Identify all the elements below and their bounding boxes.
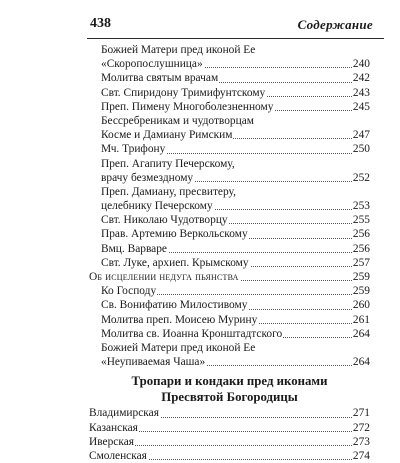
toc-entry-title: Об исцелении недуга пьянства [89,271,239,283]
toc-entry-title: Прав. Артемию Веркольскому [89,228,249,240]
toc-entry-page: 250 [352,143,370,156]
toc-entry-title: Свт. Николаю Чудотворцу [89,214,229,226]
toc-entry-title: врачу безмездному [89,172,194,184]
toc-entry [89,86,370,100]
toc-entry-title: Божией Матери пред иконой Ее [89,342,256,354]
toc-entry-title: Преп. Агапиту Печерскому, [89,158,236,170]
toc-entry-page: 243 [352,86,370,99]
toc-entry-page: 264 [352,327,370,340]
toc-entry-title: Св. Вонифатию Милостивому [89,299,248,311]
toc-entry-page: 259 [352,271,370,283]
toc-entry-page: 272 [352,421,370,434]
toc-entry-title: Владимирская [89,407,159,420]
toc-entry-title: Свт. Луке, архиеп. Крымскому [89,257,250,269]
toc-entry [89,199,370,213]
toc-entry-page: 274 [352,449,370,462]
toc-list-top [89,43,370,369]
toc-entry-page: 259 [352,285,370,298]
toc-entry [89,435,370,449]
toc-entry-page: 264 [352,356,370,369]
page-number: 438 [90,16,111,31]
toc-entry-title: Молитва св. Иоанна Кронштадтского [89,328,283,340]
toc-entry-title: Ко Господу [89,285,157,297]
table-of-contents [89,43,370,463]
toc-entry-page: 271 [352,407,370,420]
toc-entry [89,421,370,435]
toc-entry [89,128,370,142]
toc-entry [89,284,370,298]
toc-entry-title: Божией Матери пред иконой Ее [89,44,256,56]
toc-entry [89,242,370,256]
toc-entry [89,341,370,355]
toc-entry-title: Иверская [89,435,135,448]
toc-entry-page: 256 [352,242,370,255]
toc-entry-title: Мч. Трифону [89,143,166,155]
toc-entry [89,71,370,85]
toc-entry-page: 240 [352,58,370,71]
toc-entry [89,171,370,185]
toc-entry [89,406,370,420]
section-heading [89,373,370,405]
toc-entry-title: «Неупиваемая Чаша» [89,356,206,368]
toc-entry-title: Молитва преп. Моисею Мурину [89,314,258,326]
toc-entry [89,270,370,284]
toc-entry [89,227,370,241]
toc-entry [89,313,370,327]
toc-entry [89,157,370,171]
toc-entry-title: Свт. Спиридону Тримифунтскому [89,87,266,99]
toc-entry [89,327,370,341]
toc-entry-page: 252 [352,171,370,184]
toc-entry [89,185,370,199]
toc-entry-title: Вмц. Варваре [89,243,168,255]
header-rule [87,38,384,39]
toc-entry-page: 260 [352,299,370,312]
toc-entry-title: Косме и Дамиану Римским [89,129,233,141]
toc-entry-page: 242 [352,72,370,85]
toc-entry-page: 261 [352,313,370,326]
toc-entry [89,43,370,57]
toc-entry-page: 257 [352,256,370,269]
section-heading-line1: Тропари и кондаки пред иконами [131,374,328,389]
toc-entry [89,114,370,128]
toc-entry-title: целебнику Печерскому [89,200,214,212]
toc-entry-page: 256 [352,228,370,241]
toc-entry-title: Бессребреникам и чудотворцам [89,115,255,127]
toc-entry [89,142,370,156]
page-header [90,16,384,35]
toc-entry [89,449,370,463]
toc-entry [89,298,370,312]
toc-entry-title: Преп. Дамиану, пресвитеру, [89,186,237,198]
toc-entry-title: Молитва святым врачам [89,72,219,84]
toc-entry-page: 273 [352,435,370,448]
toc-entry-title: Преп. Пимену Многоболезненному [89,101,274,113]
toc-entry-title: Смоленская [89,449,147,462]
toc-entry-page: 247 [352,129,370,142]
running-head: Содержание [297,17,373,32]
toc-entry-page: 245 [352,100,370,113]
toc-entry-title: «Скоропослушница» [89,58,204,70]
toc-entry [89,213,370,227]
toc-entry-title: Казанская [89,421,138,434]
toc-entry-page: 255 [352,214,370,227]
toc-list-bottom [89,406,370,463]
section-heading-line2: Пресвятой Богородицы [161,390,298,405]
page-margin [0,0,78,400]
toc-entry-page: 253 [352,200,370,213]
toc-entry [89,57,370,71]
toc-entry [89,100,370,114]
toc-entry [89,256,370,270]
book-page [78,11,384,462]
toc-entry [89,355,370,369]
